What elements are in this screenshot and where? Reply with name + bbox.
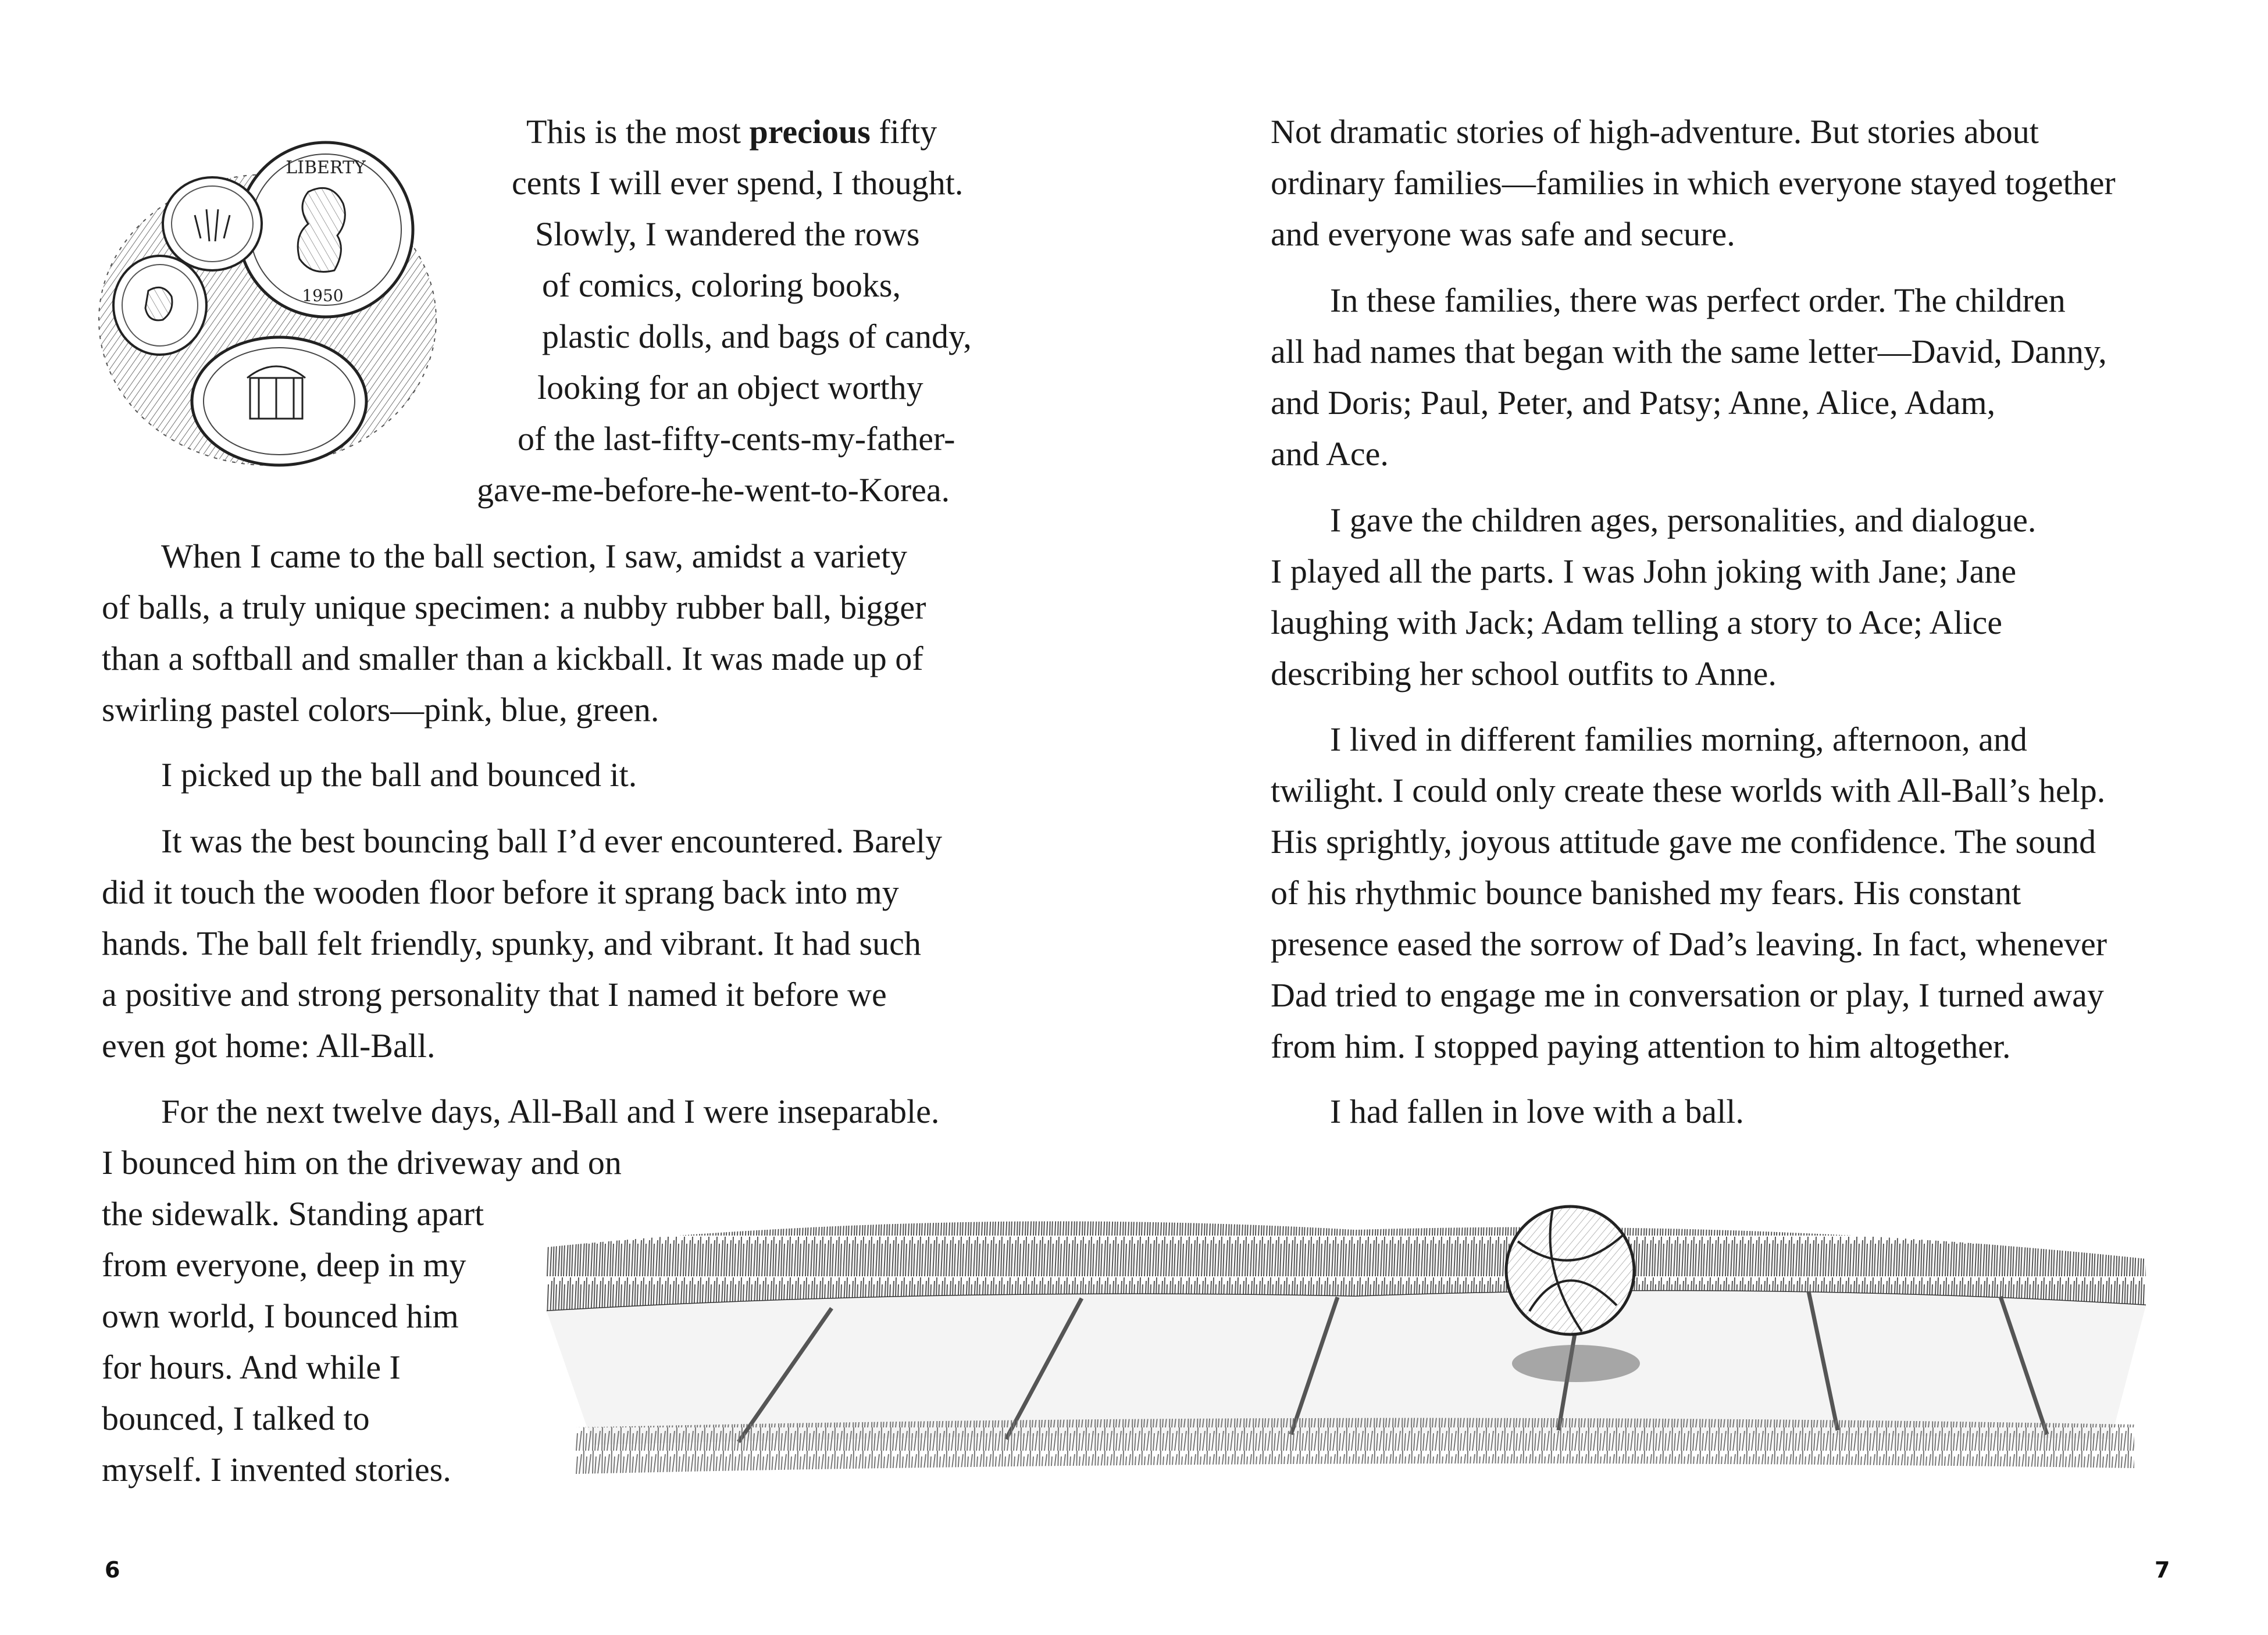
left-line-24: for hours. And while I: [102, 1348, 401, 1386]
right-line-11: describing her school outfits to Anne.: [1271, 655, 1777, 692]
left-line-12: swirling pastel colors—pink, blue, green.: [102, 691, 659, 729]
left-line-25: bounced, I talked to: [102, 1400, 370, 1437]
left-line-11: than a softball and smaller than a kickball. It was made up of: [102, 640, 923, 677]
left-line-18: even got home: All-Ball.: [102, 1027, 436, 1065]
right-line-7: and Ace.: [1271, 435, 1389, 473]
right-line-1: Not dramatic stories of high-adventure. But stories about: [1271, 113, 2039, 151]
left-line-8: gave-me-before-he-went-to-Korea.: [477, 471, 950, 509]
left-line-14: It was the best bouncing ball I’d ever encountered. Barely: [161, 822, 943, 860]
left-line-22: from everyone, deep in my: [102, 1246, 466, 1284]
left-line-5: plastic dolls, and bags of candy,: [542, 317, 972, 355]
dime-coin: [163, 177, 262, 270]
left-line-7: of the last-fifty-cents-my-father-: [518, 420, 955, 458]
all-ball: [1506, 1206, 1634, 1334]
right-line-14: His sprightly, joyous attitude gave me confidence. The sound: [1271, 823, 2096, 861]
left-line-26: myself. I invented stories.: [102, 1451, 451, 1488]
left-line-6: looking for an object worthy: [537, 369, 923, 406]
left-line-19: For the next twelve days, All-Ball and I were inseparable.: [161, 1093, 940, 1130]
right-line-19: I had fallen in love with a ball.: [1330, 1093, 1744, 1130]
quarter-liberty-text: LIBERTY: [286, 158, 366, 178]
left-line-13: I picked up the ball and bounced it.: [161, 756, 637, 794]
left-line-21: the sidewalk. Standing apart: [102, 1195, 484, 1233]
coins-illustration: [93, 128, 477, 488]
left-line-3: Slowly, I wandered the rows: [535, 215, 920, 253]
left-line-23: own world, I bounced him: [102, 1297, 459, 1335]
right-line-16: presence eased the sorrow of Dad’s leaving. In fact, whenever: [1271, 925, 2107, 963]
right-line-3: and everyone was safe and secure.: [1271, 215, 1735, 253]
right-line-4: In these families, there was perfect order. The children: [1330, 281, 2066, 319]
left-line-9: When I came to the ball section, I saw, amidst a variety: [161, 537, 908, 575]
quarter-year-text: 1950: [302, 286, 344, 305]
small-coin: [113, 256, 206, 355]
right-line-9: I played all the parts. I was John joking with Jane; Jane: [1271, 552, 2017, 590]
page-number-left: 6: [105, 1557, 120, 1583]
right-line-13: twilight. I could only create these worlds with All-Ball’s help.: [1271, 772, 2106, 809]
left-line-2: cents I will ever spend, I thought.: [512, 164, 964, 202]
coins-sketch-icon: [93, 128, 477, 488]
right-line-10: laughing with Jack; Adam telling a story to Ace; Alice: [1271, 604, 2003, 641]
right-line-6: and Doris; Paul, Peter, and Patsy; Anne, Alice, Adam,: [1271, 384, 1996, 422]
quarter-coin: [238, 142, 413, 317]
right-line-18: from him. I stopped paying attention to him altogether.: [1271, 1027, 2011, 1065]
right-line-2: ordinary families—families in which everyone stayed together: [1271, 164, 2116, 202]
emphasis-precious: precious: [749, 113, 871, 151]
sidewalk-illustration: [541, 1195, 2152, 1486]
right-line-8: I gave the children ages, personalities, and dialogue.: [1330, 501, 2037, 539]
right-line-17: Dad tried to engage me in conversation or play, I turned away: [1271, 976, 2104, 1014]
right-line-12: I lived in different families morning, afternoon, and: [1330, 720, 2027, 758]
left-line-1: This is the most precious fifty: [526, 113, 937, 151]
left-line-15: did it touch the wooden floor before it sprang back into my: [102, 873, 899, 911]
ball-on-sidewalk-icon: [541, 1195, 2152, 1486]
right-line-15: of his rhythmic bounce banished my fears. His constant: [1271, 874, 2021, 912]
right-line-5: all had names that began with the same letter—David, Danny,: [1271, 333, 2107, 370]
half-dollar-coin: [192, 337, 366, 465]
left-line-4: of comics, coloring books,: [542, 266, 901, 304]
left-line-10: of balls, a truly unique specimen: a nubby rubber ball, bigger: [102, 588, 926, 626]
page-number-right: 7: [2155, 1557, 2170, 1583]
left-line-16: hands. The ball felt friendly, spunky, and vibrant. It had such: [102, 924, 921, 962]
left-line-20: I bounced him on the driveway and on: [102, 1144, 622, 1181]
left-line-17: a positive and strong personality that I named it before we: [102, 976, 887, 1013]
